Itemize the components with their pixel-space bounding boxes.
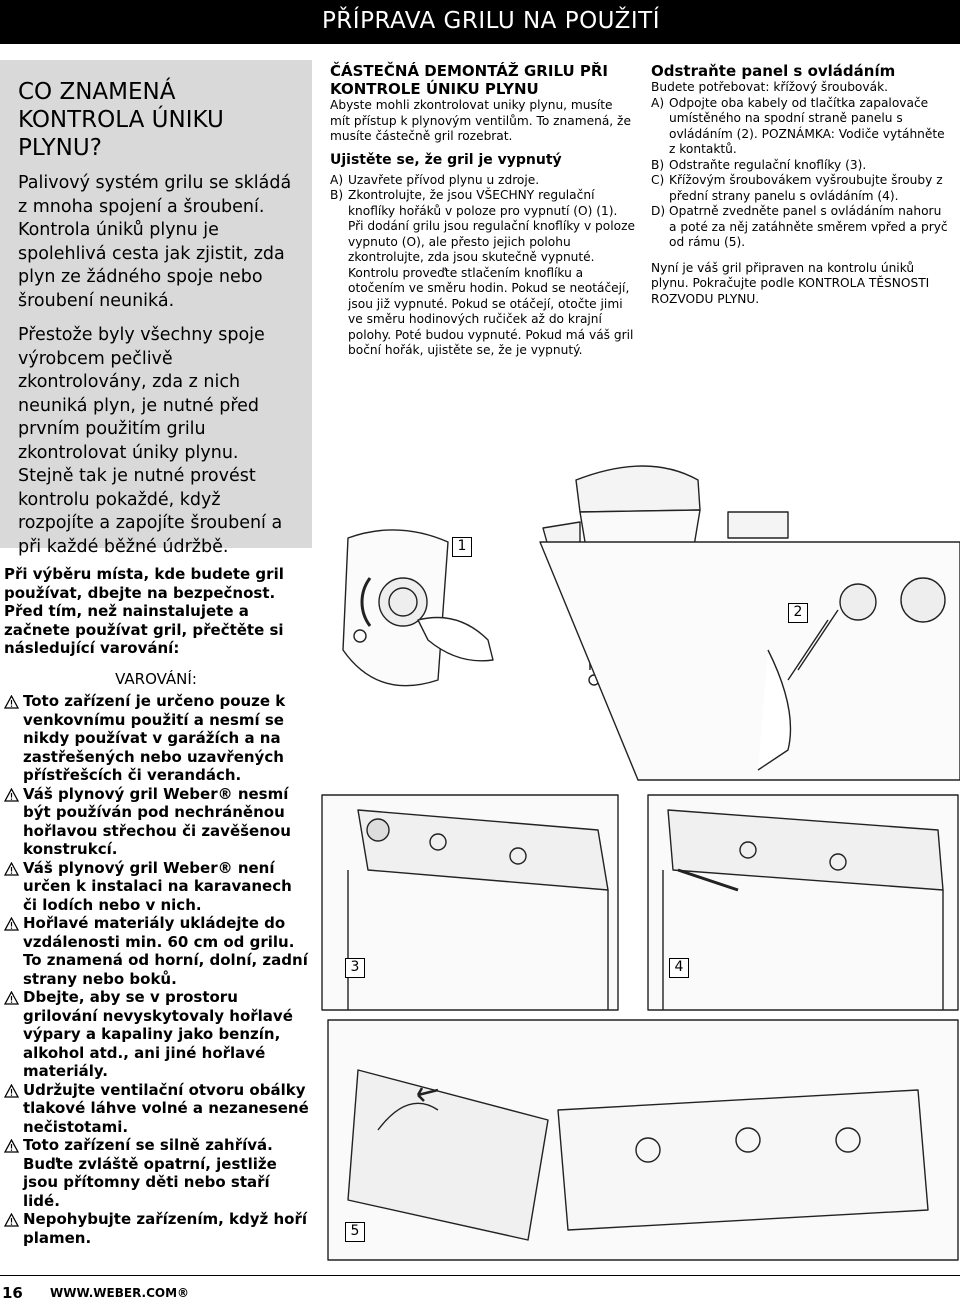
step-item — [651, 96, 951, 158]
warnings-heading: VAROVÁNÍ: — [115, 670, 197, 688]
warning-item — [4, 1210, 310, 1247]
step-item — [651, 158, 951, 174]
step-text: Opatrně zvedněte panel s ovládáním nahoru a poté za něj zatáhněte směrem vpřed a pryč od rámu (5). — [669, 204, 948, 249]
figure-label-4: 4 — [669, 958, 689, 978]
step-letter: A) — [330, 172, 344, 187]
figure-label-1: 1 — [452, 537, 472, 557]
intro-paragraph-1: Palivový systém grilu se skládá z mnoha spojení a šroubení. Kontrola úniků plynu je spolehlivá cesta jak zjistit, zda plyn ze žádného spoje nebo šroubení neuniká. — [18, 173, 292, 311]
step-item — [330, 188, 635, 359]
warnings-list — [4, 692, 310, 1247]
panel-tools: Budete potřebovat: křížový šroubovák. — [651, 80, 889, 94]
step-text: Uzavřete přívod plynu u zdroje. — [348, 172, 540, 187]
step-item — [330, 173, 635, 189]
header-bar — [0, 0, 960, 44]
panel-lift-drawing — [328, 1020, 958, 1260]
step-letter: A) — [651, 95, 665, 110]
warning-text: Udržujte ventilační otvoru obálky tlakové láhve volné a nezanesené nečistotami. — [23, 1080, 309, 1136]
step-letter: B) — [651, 157, 665, 172]
panel-outro: Nyní je váš gril připraven na kontrolu úniků plynu. Pokračujte podle KONTROLA TĚSNOSTI ROZVODU PLYNU. — [651, 260, 930, 306]
igniter-wires-drawing — [540, 542, 960, 780]
figure-label-5: 5 — [345, 1222, 365, 1242]
warning-text: Toto zařízení se silně zahřívá. Buďte zvláště opatrní, jestliže jsou přítomny děti nebo staří lidé. — [23, 1136, 277, 1210]
step-text: Odpojte oba kabely od tlačítka zapalovače umístěného na spodní straně panelu s ovládáním (2). POZNÁMKA: Vodiče vytáhněte z kontaktů. — [669, 95, 945, 156]
step-letter: D) — [651, 204, 666, 218]
step-text: Zkontrolujte, že jsou VŠECHNY regulační knoflíky hořáků v poloze pro vypnutí (O) (1). Při dodání grilu jsou regulační knoflíky v poloze vypnuto (O), ale přesto jejich polohu zkontrolujte, zda jsou skutečně vypnuté. Kontrolu proveďte stlačením knoflíku a otočením ve směru hodin. Pokud se neotáčejí, jsou již vypnuté. Pokud se otáčejí, otočte jimi ve směru hodinových ručiček až do krajní polohy. Poté budou vypnuté. Pokud má váš gril boční hořák, ujistěte se, že je vypnutý. — [348, 188, 635, 357]
warning-triangle-icon — [4, 862, 19, 876]
page-number: 16 — [2, 1284, 23, 1302]
warning-triangle-icon — [4, 991, 19, 1005]
step-text: Odstraňte regulační knoflíky (3). — [669, 157, 867, 172]
step-letter: B) — [330, 188, 344, 202]
control-panel-section — [651, 62, 951, 307]
warning-triangle-icon — [4, 1084, 19, 1098]
warning-triangle-icon — [4, 695, 19, 709]
step-item — [651, 204, 951, 251]
warning-triangle-icon — [4, 1139, 19, 1153]
partial-title: ČÁSTEČNÁ DEMONTÁŽ GRILU PŘI KONTROLE ÚNIKU PLYNU — [330, 62, 608, 98]
partial-steps — [330, 173, 635, 359]
panel-title: Odstraňte panel s ovládáním — [651, 62, 896, 80]
step-item — [651, 173, 951, 204]
grill-illustrations — [318, 450, 960, 1265]
warning-triangle-icon — [4, 788, 19, 802]
footer-rule — [0, 1275, 960, 1276]
warning-text: Váš plynový gril Weber® nesmí být používán pod nechráněnou hořlavou střechou či zavěšenou konstrukcí. — [23, 784, 291, 858]
warning-item — [4, 785, 310, 859]
step-letter: C) — [651, 173, 665, 187]
partial-subtitle: Ujistěte se, že gril je vypnutý — [330, 151, 562, 168]
warning-triangle-icon — [4, 917, 19, 931]
warning-text: Dbejte, aby se v prostoru grilování nevyskytovaly hořlavé výpary a kapaliny jako benzín, alkohol atd., ani jiné hořlavé materiály. — [23, 988, 293, 1080]
warning-item — [4, 692, 310, 785]
warning-item — [4, 988, 310, 1081]
page-title: PŘÍPRAVA GRILU NA POUŽITÍ — [321, 8, 660, 34]
partial-disassembly-section — [330, 62, 635, 359]
figure-label-3: 3 — [345, 958, 365, 978]
warning-text: Hořlavé materiály ukládejte do vzdálenosti min. 60 cm od grilu. To znamená od horní, dolní, zadní strany nebo boků. — [23, 914, 308, 988]
warning-text: Váš plynový gril Weber® není určen k instalaci na karavanech či lodích nebo v nich. — [23, 858, 292, 914]
partial-intro: Abyste mohli zkontrolovat uniky plynu, musíte mít přístup k plynovým ventilům. To znamená, že musíte částečně gril rozebrat. — [330, 98, 631, 143]
screw-removal-drawing — [648, 795, 958, 1010]
warning-item — [4, 859, 310, 915]
panel-steps — [651, 96, 951, 251]
footer-url: WWW.WEBER.COM® — [50, 1286, 190, 1300]
intro-paragraph-2: Přestože byly všechny spoje výrobcem pečlivě zkontrolovány, zda z nich neuniká plyn, je nutné před prvním použitím grilu zkontrolovat úniky plynu. Stejně tak je nutné provést kontrolu pokaždé, když rozpojíte a zapojíte šroubení a při každé běžné údržbě. — [18, 325, 283, 557]
warning-triangle-icon — [4, 1213, 19, 1227]
intro-box — [0, 60, 312, 557]
warning-item — [4, 914, 310, 988]
warning-text: Nepohybujte zařízením, když hoří plamen. — [23, 1210, 307, 1247]
warning-item — [4, 1081, 310, 1137]
intro-title: CO ZNAMENÁ KONTROLA ÚNIKU PLYNU? — [18, 79, 224, 161]
figure-label-2: 2 — [788, 603, 808, 623]
step-text: Křížovým šroubovákem vyšroubujte šrouby z přední strany panelu s ovládáním (4). — [669, 173, 943, 203]
knob-removal-drawing — [322, 795, 618, 1010]
warning-item — [4, 1136, 310, 1210]
warning-text: Toto zařízení je určeno pouze k venkovnímu použití a nesmí se nikdy používat v garážích a na zastřešených nebo uzavřených přístřešcích či verandách. — [23, 692, 286, 784]
warnings-intro: Při výběru místa, kde budete gril používat, dbejte na bezpečnost. Před tím, než nainstalujete a začnete používat gril, přečtěte si následující varování: — [4, 565, 284, 657]
